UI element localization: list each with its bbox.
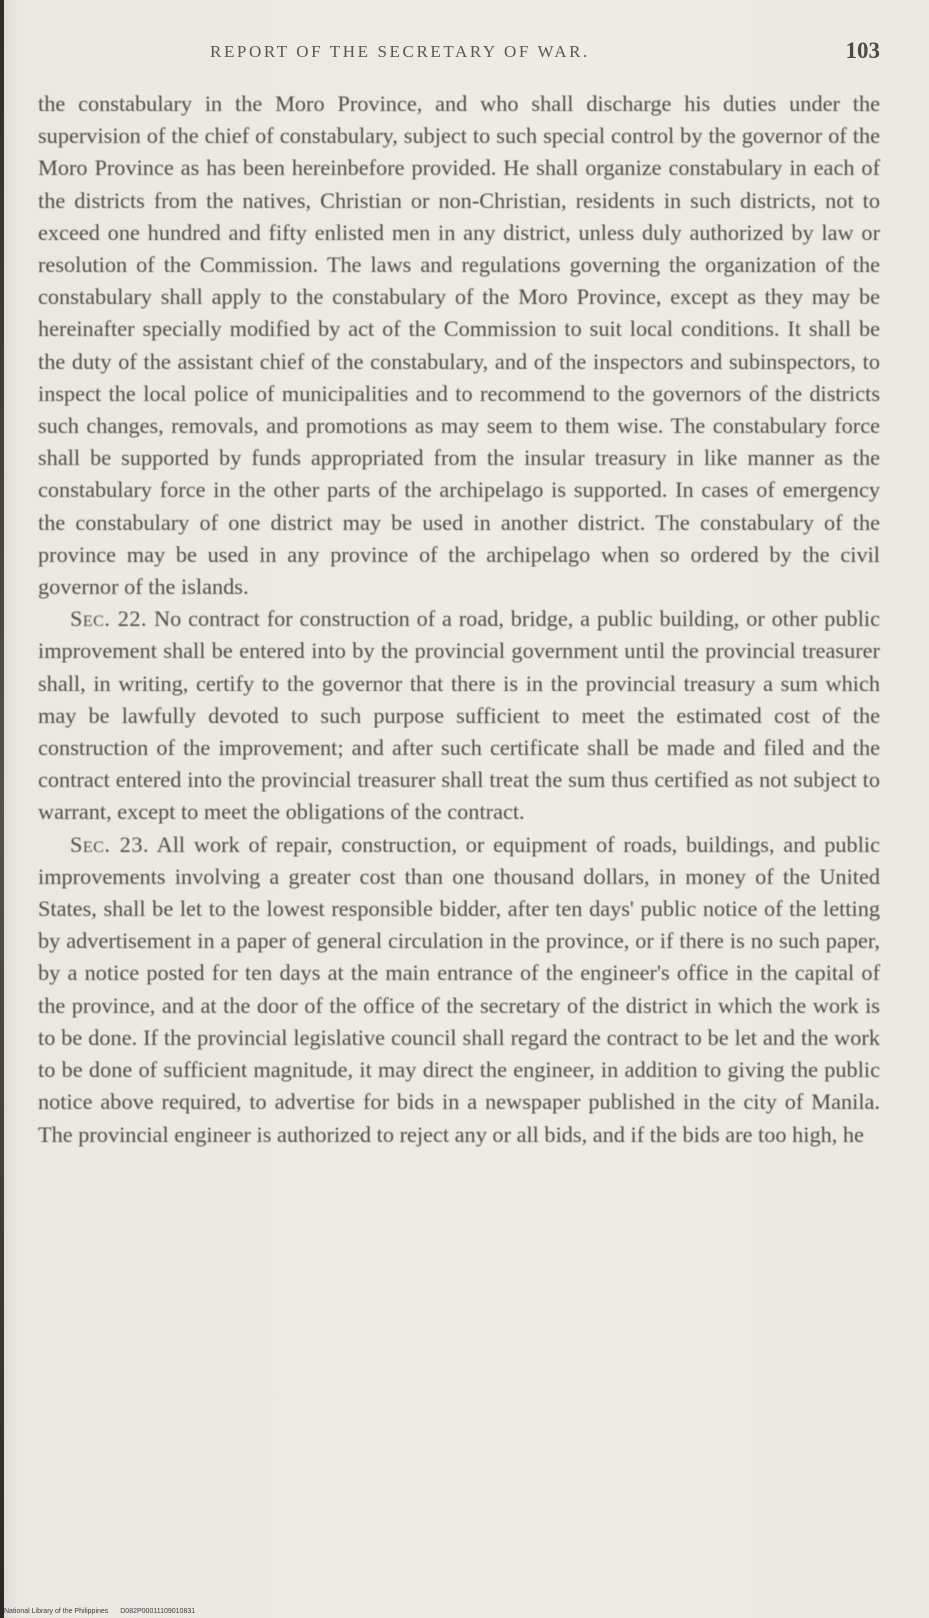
scan-footer — [4, 1608, 195, 1615]
footer-institution: National Library of the Philippines — [4, 1608, 109, 1615]
paragraph-text: the constabulary in the Moro Province, and who shall discharge his duties under the supervision of the chief of constabulary, subject to such special control by the governor of the Moro Province as has been hereinbefore provided. He shall organize constabulary in each of the districts from the natives, Christian or non-Christian, residents in such districts, not to exceed one hundred and fifty enlisted men in any district, unless duly authorized by law or resolution of the Commission. The laws and regulations governing the organization of the constabulary shall apply to the constabulary of the Moro Province, except as they may be hereinafter specially modified by act of the Commission to suit local conditions. It shall be the duty of the assistant chief of the constabulary, and of the inspectors and subinspectors, to inspect the local police of municipalities and to recommend to the governors of the districts such changes, removals, and promotions as may seem to them wise. The constabulary force shall be supported by funds appropriated from the insular treasury in like manner as the constabulary force in the other parts of the archipelago is supported. In cases of emergency the constabulary of one district may be used in another district. The constabulary of the province may be used in any province of the archipelago when so ordered by the civil governor of the islands. — [38, 91, 880, 600]
paragraph-text: All work of repair, construction, or equipment of roads, buildings, and public improvements involving a greater cost than one thousand dollars, in money of the United States, shall be let to the lowest responsible bidder, after ten days' public notice of the letting by advertisement in a paper of general circulation in the province, or if there is no such paper, by a notice posted for ten days at the main entrance of the engineer's office in the capital of the province, and at the door of the office of the secretary of the district in which the work is to be done. If the provincial legislative council shall regard the contract to be let and the work to be done of sufficient magnitude, it may direct the engineer, in addition to giving the public notice above required, to advertise for bids in a newspaper published in the city of Manila. The provincial engineer is authorized to reject any or all bids, and if the bids are too high, he — [38, 831, 880, 1147]
section-label: Sec. 23. — [70, 831, 150, 857]
page-number: 103 — [845, 38, 880, 63]
running-head: REPORT OF THE SECRETARY OF WAR. — [210, 42, 590, 61]
page-header — [40, 38, 880, 68]
footer-identifier: D082P00011109010831 — [120, 1608, 196, 1615]
section-label: Sec. 22. — [70, 606, 148, 632]
page-binding-edge — [0, 0, 4, 1618]
paragraph-sec-23 — [38, 829, 880, 1151]
paragraph-constabulary — [38, 88, 880, 603]
paragraph-sec-22 — [38, 603, 880, 828]
body-text — [38, 88, 880, 1151]
paragraph-text: No contract for construction of a road, bridge, a public building, or other public improvement shall be entered into by the provincial government until the provincial treasurer shall, in writing, certify to the governor that there is in the provincial treasury a sum which may be lawfully devoted to such purpose sufficient to meet the estimated cost of the construction of the improvement; and after such certificate shall be made and filed and the contract entered into the provincial treasurer shall treat the sum thus certified as not subject to warrant, except to meet the obligations of the contract. — [38, 606, 880, 825]
